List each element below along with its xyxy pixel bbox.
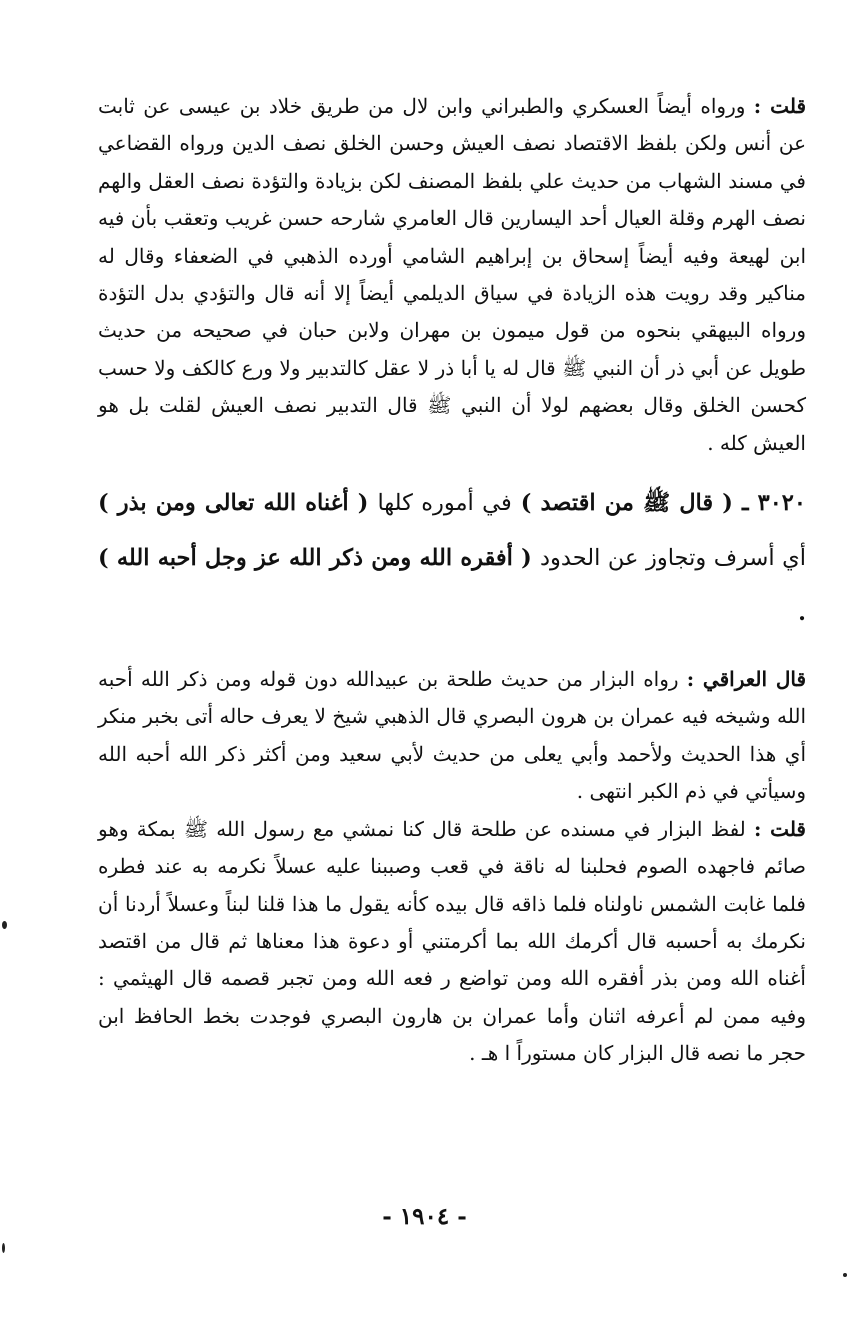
commentary-paragraph-2 xyxy=(98,811,806,1073)
hadith-gloss-1: في أموره كلها xyxy=(377,490,512,517)
iraqi-label: قال العراقي : xyxy=(686,667,807,692)
edge-mark-right xyxy=(843,1273,847,1277)
hadith-text-bold-3: ( أفقره الله ومن ذكر الله عز وجل أحبه الله ) xyxy=(98,545,532,572)
hadith-gloss-2: أي أسرف وتجاوز عن الحدود xyxy=(540,545,806,572)
hadith-number: ٣٠٢٠ ـ xyxy=(741,490,806,517)
page-number: - ١٩٠٤ - xyxy=(382,1203,467,1230)
iraqi-text: رواه البزار من حديث طلحة بن عبيدالله دون قوله ومن ذكر الله أحبه الله وشيخه فيه عمران بن هرون البصري قال الذهبي شيخ لا يعرف حاله أتى بخبر منكر أي هذا الحديث ولأحمد وأبي يعلى من حديث لأبي سعيد ومن أكثر ذكر الله أحبه الله وسيأتي في ذم الكبر انتهى . xyxy=(98,667,806,804)
hadith-end: . xyxy=(798,600,806,627)
commentary-label-2: قلت : xyxy=(753,816,806,841)
hadith-3020 xyxy=(98,476,806,641)
commentary-paragraph-1 xyxy=(98,88,806,462)
commentary-text-2: لفظ البزار في مسنده عن طلحة قال كنا نمشي مع رسول الله ﷺ بمكة وهو صائم فاجهده الصوم فحلبنا له ناقة في قعب وصببنا عليه عسلاً نكرمه به عند فطره فلما غابت الشمس ناولناه فلما ذاقه قال بيده كأنه يقول ما هذا قلنا لبناً وعسلاً أردنا أن نكرمك به أحسبه قال أكرمك الله بما أكرمتني أو دعوة هذا معناها ثم قال من اقتصد أغناه الله ومن بذر أفقره الله ومن تواضع ر فعه الله ومن تجبر قصمه قال الهيثمي : وفيه ممن لم أعرفه اثنان وأما عمران بن هارون البصري فوجدت بخط الحافظ ابن حجر ما نصه قال البزار كان مستوراً ا هـ . xyxy=(98,816,806,1066)
edge-mark-left xyxy=(2,921,7,929)
hadith-text-bold-2: ( أغناه الله تعالى ومن بذر ) xyxy=(98,490,369,517)
page-body xyxy=(98,88,806,1073)
commentary-label: قلت : xyxy=(753,94,807,118)
iraqi-takhrij-paragraph xyxy=(98,661,806,811)
commentary-text: ورواه أيضاً العسكري والطبراني وابن لال من طريق خلاد بن عيسى عن ثابت عن أنس ولكن بلفظ الاقتصاد نصف العيش وحسن الخلق نصف الدين ورواه القضاعي في مسند الشهاب من حديث علي بلفظ المصنف لكن بزيادة والتؤدة نصف العقل والهم نصف الهرم وقلة العيال أحد اليسارين قال العامري شارحه حسن غريب وتعقب بأن فيه ابن لهيعة وفيه أيضاً إسحاق بن إبراهيم الشامي أورده الذهبي في الضعفاء وقال له مناكير وقد رويت هذه الزيادة في سياق الديلمي أيضاً إلا أنه قال والتؤدي بدل التؤدة ورواه البيهقي بنحوه من قول ميمون بن مهران ولابن حبان في صحيحه من حديث طويل عن أبي ذر أن النبي ﷺ قال له يا أبا ذر لا عقل كالتدبير ولا ورع كالكف ولا حسب كحسن الخلق وقال بعضهم لولا أن النبي ﷺ قال التدبير نصف العيش لقلت بل هو العيش كله . xyxy=(98,94,807,455)
edge-mark-left-bottom xyxy=(2,1243,5,1253)
hadith-text-bold-1: ( قال ﷺ من اقتصد ) xyxy=(520,490,733,517)
